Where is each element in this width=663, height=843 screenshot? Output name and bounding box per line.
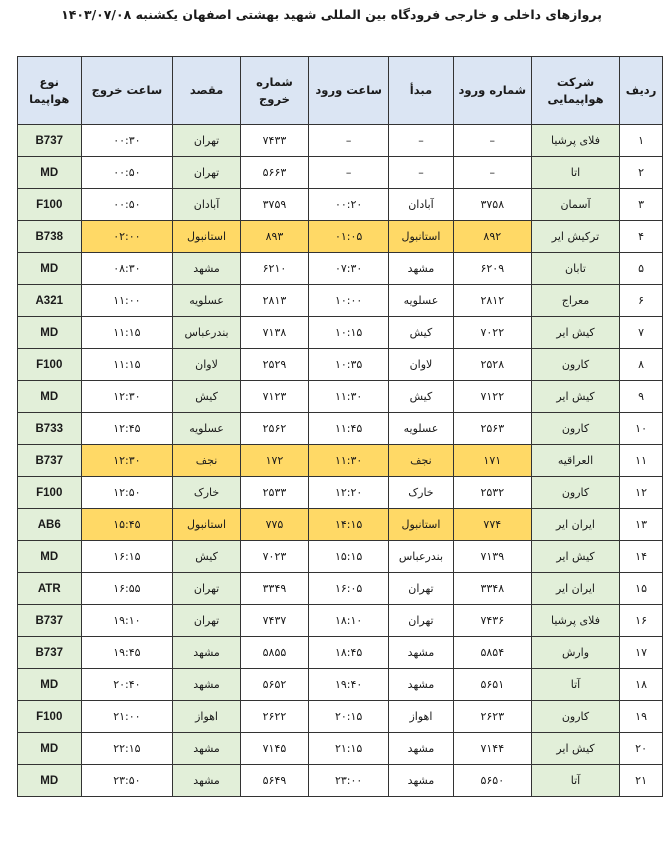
cell-arrival-time: – (309, 157, 389, 189)
cell-row-no: ۱۹ (620, 701, 663, 733)
cell-departure-time: ۱۶:۵۵ (81, 573, 173, 605)
cell-row-no: ۱۱ (620, 445, 663, 477)
table-row (18, 445, 663, 477)
cell-origin: عسلویه (389, 285, 454, 317)
cell-row-no: ۴ (620, 221, 663, 253)
header-origin: مبدأ (389, 57, 454, 125)
cell-arrival-time: ۱۴:۱۵ (309, 509, 389, 541)
cell-origin: – (389, 125, 454, 157)
cell-arrival-flight: ۸۹۲ (453, 221, 531, 253)
cell-row-no: ۲۰ (620, 733, 663, 765)
cell-airline: کیش ایر (531, 381, 619, 413)
table-header-row (18, 57, 663, 125)
cell-departure-time: ۲۳:۵۰ (81, 765, 173, 797)
cell-aircraft: MD (18, 253, 82, 285)
cell-departure-flight: ۷۰۲۳ (240, 541, 308, 573)
cell-destination: عسلویه (173, 285, 241, 317)
cell-row-no: ۳ (620, 189, 663, 221)
cell-departure-flight: ۷۴۳۳ (240, 125, 308, 157)
cell-destination: مشهد (173, 669, 241, 701)
cell-destination: مشهد (173, 253, 241, 285)
cell-departure-flight: ۷۷۵ (240, 509, 308, 541)
cell-row-no: ۱۲ (620, 477, 663, 509)
cell-destination: کیش (173, 381, 241, 413)
cell-departure-flight: ۲۵۳۳ (240, 477, 308, 509)
cell-origin: – (389, 157, 454, 189)
table-row (18, 253, 663, 285)
cell-arrival-flight: ۷۱۴۴ (453, 733, 531, 765)
cell-destination: آبادان (173, 189, 241, 221)
cell-departure-time: ۱۵:۴۵ (81, 509, 173, 541)
cell-departure-flight: ۵۶۶۳ (240, 157, 308, 189)
cell-departure-time: ۰۸:۳۰ (81, 253, 173, 285)
cell-destination: تهران (173, 573, 241, 605)
cell-airline: اتا (531, 157, 619, 189)
cell-departure-flight: ۲۶۲۲ (240, 701, 308, 733)
cell-airline: کارون (531, 701, 619, 733)
cell-origin: مشهد (389, 669, 454, 701)
cell-airline: ایران ایر (531, 573, 619, 605)
cell-aircraft: MD (18, 765, 82, 797)
cell-destination: لاوان (173, 349, 241, 381)
cell-origin: استانبول (389, 221, 454, 253)
cell-departure-time: ۲۲:۱۵ (81, 733, 173, 765)
cell-arrival-time: ۱۰:۳۵ (309, 349, 389, 381)
cell-row-no: ۱۳ (620, 509, 663, 541)
cell-arrival-time: ۱۰:۰۰ (309, 285, 389, 317)
cell-departure-time: ۱۱:۱۵ (81, 317, 173, 349)
cell-row-no: ۵ (620, 253, 663, 285)
cell-aircraft: F100 (18, 477, 82, 509)
cell-origin: کیش (389, 317, 454, 349)
cell-arrival-time: ۲۳:۰۰ (309, 765, 389, 797)
cell-destination: مشهد (173, 733, 241, 765)
cell-airline: کیش ایر (531, 317, 619, 349)
cell-departure-flight: ۲۸۱۳ (240, 285, 308, 317)
cell-arrival-flight: ۷۷۴ (453, 509, 531, 541)
cell-airline: کارون (531, 413, 619, 445)
cell-destination: اهواز (173, 701, 241, 733)
cell-arrival-time: ۲۰:۱۵ (309, 701, 389, 733)
cell-destination: خارک (173, 477, 241, 509)
page-title: پروازهای داخلی و خارجی فرودگاه بین المللی شهید بهشتی اصفهان یکشنبه ۱۴۰۳/۰۷/۰۸ (61, 7, 602, 22)
cell-origin: آبادان (389, 189, 454, 221)
cell-arrival-flight: ۷۱۳۹ (453, 541, 531, 573)
cell-arrival-flight: – (453, 125, 531, 157)
cell-departure-flight: ۵۶۴۹ (240, 765, 308, 797)
cell-destination: مشهد (173, 637, 241, 669)
cell-aircraft: B733 (18, 413, 82, 445)
cell-destination: تهران (173, 125, 241, 157)
cell-row-no: ۶ (620, 285, 663, 317)
cell-origin: مشهد (389, 765, 454, 797)
cell-arrival-time: ۱۵:۱۵ (309, 541, 389, 573)
cell-aircraft: B737 (18, 445, 82, 477)
cell-destination: بندرعباس (173, 317, 241, 349)
table-row (18, 669, 663, 701)
cell-aircraft: B737 (18, 125, 82, 157)
cell-destination: تهران (173, 605, 241, 637)
cell-aircraft: B738 (18, 221, 82, 253)
cell-departure-flight: ۷۱۳۸ (240, 317, 308, 349)
header-airline: شرکت هواپیمایی (531, 57, 619, 125)
cell-departure-time: ۰۲:۰۰ (81, 221, 173, 253)
cell-arrival-flight: ۶۲۰۹ (453, 253, 531, 285)
cell-departure-flight: ۳۷۵۹ (240, 189, 308, 221)
cell-arrival-flight: ۳۳۴۸ (453, 573, 531, 605)
cell-aircraft: AB6 (18, 509, 82, 541)
table-row (18, 285, 663, 317)
cell-origin: لاوان (389, 349, 454, 381)
cell-origin: خارک (389, 477, 454, 509)
cell-aircraft: F100 (18, 189, 82, 221)
table-row (18, 605, 663, 637)
cell-arrival-flight: ۲۵۲۸ (453, 349, 531, 381)
table-row (18, 765, 663, 797)
table-row (18, 701, 663, 733)
header-arrival-flight: شماره ورود (453, 57, 531, 125)
cell-airline: تابان (531, 253, 619, 285)
cell-departure-flight: ۸۹۳ (240, 221, 308, 253)
cell-arrival-flight: ۲۸۱۲ (453, 285, 531, 317)
cell-arrival-time: ۲۱:۱۵ (309, 733, 389, 765)
cell-aircraft: MD (18, 157, 82, 189)
cell-arrival-time: ۱۰:۱۵ (309, 317, 389, 349)
header-row-no: ردیف (620, 57, 663, 125)
cell-row-no: ۱۰ (620, 413, 663, 445)
cell-airline: کارون (531, 477, 619, 509)
cell-aircraft: ATR (18, 573, 82, 605)
cell-airline: فلای پرشیا (531, 125, 619, 157)
cell-departure-time: ۱۲:۴۵ (81, 413, 173, 445)
cell-origin: کیش (389, 381, 454, 413)
cell-arrival-time: ۱۱:۴۵ (309, 413, 389, 445)
cell-departure-flight: ۵۶۵۲ (240, 669, 308, 701)
cell-row-no: ۱۷ (620, 637, 663, 669)
table-row (18, 157, 663, 189)
cell-origin: مشهد (389, 637, 454, 669)
cell-airline: کیش ایر (531, 733, 619, 765)
table-row (18, 573, 663, 605)
cell-airline: العراقیه (531, 445, 619, 477)
table-row (18, 541, 663, 573)
cell-destination: استانبول (173, 221, 241, 253)
cell-departure-time: ۱۹:۱۰ (81, 605, 173, 637)
cell-row-no: ۱۶ (620, 605, 663, 637)
cell-airline: کارون (531, 349, 619, 381)
table-row (18, 317, 663, 349)
cell-aircraft: MD (18, 669, 82, 701)
cell-aircraft: F100 (18, 349, 82, 381)
cell-arrival-time: ۱۸:۱۰ (309, 605, 389, 637)
cell-departure-time: ۱۲:۳۰ (81, 381, 173, 413)
cell-arrival-time: ۱۱:۳۰ (309, 445, 389, 477)
cell-airline: ترکیش ایر (531, 221, 619, 253)
cell-destination: عسلویه (173, 413, 241, 445)
table-row (18, 637, 663, 669)
table-row (18, 381, 663, 413)
cell-departure-time: ۱۲:۵۰ (81, 477, 173, 509)
table-row (18, 509, 663, 541)
cell-departure-time: ۲۰:۴۰ (81, 669, 173, 701)
cell-arrival-flight: ۵۶۵۰ (453, 765, 531, 797)
cell-row-no: ۱ (620, 125, 663, 157)
cell-airline: آسمان (531, 189, 619, 221)
table-row (18, 349, 663, 381)
cell-departure-flight: ۵۸۵۵ (240, 637, 308, 669)
cell-arrival-time: ۱۹:۴۰ (309, 669, 389, 701)
cell-destination: مشهد (173, 765, 241, 797)
cell-arrival-flight: ۲۵۳۲ (453, 477, 531, 509)
cell-row-no: ۷ (620, 317, 663, 349)
cell-arrival-time: – (309, 125, 389, 157)
cell-airline: فلای پرشیا (531, 605, 619, 637)
cell-arrival-flight: ۵۶۵۱ (453, 669, 531, 701)
table-row (18, 221, 663, 253)
cell-departure-time: ۰۰:۵۰ (81, 157, 173, 189)
cell-origin: تهران (389, 605, 454, 637)
cell-arrival-flight: – (453, 157, 531, 189)
cell-arrival-time: ۰۰:۲۰ (309, 189, 389, 221)
cell-destination: کیش (173, 541, 241, 573)
cell-aircraft: MD (18, 317, 82, 349)
cell-departure-time: ۰۰:۵۰ (81, 189, 173, 221)
cell-destination: تهران (173, 157, 241, 189)
cell-aircraft: B737 (18, 637, 82, 669)
cell-departure-time: ۱۲:۳۰ (81, 445, 173, 477)
cell-airline: آتا (531, 765, 619, 797)
cell-arrival-time: ۱۸:۴۵ (309, 637, 389, 669)
header-departure-time: ساعت خروج (81, 57, 173, 125)
cell-departure-flight: ۲۵۲۹ (240, 349, 308, 381)
cell-origin: بندرعباس (389, 541, 454, 573)
cell-arrival-time: ۱۲:۲۰ (309, 477, 389, 509)
header-departure-flight: شماره خروج (240, 57, 308, 125)
cell-departure-time: ۱۶:۱۵ (81, 541, 173, 573)
cell-row-no: ۱۵ (620, 573, 663, 605)
cell-airline: وارش (531, 637, 619, 669)
header-arrival-time: ساعت ورود (309, 57, 389, 125)
cell-departure-flight: ۱۷۲ (240, 445, 308, 477)
cell-arrival-flight: ۱۷۱ (453, 445, 531, 477)
cell-aircraft: B737 (18, 605, 82, 637)
cell-departure-time: ۱۹:۴۵ (81, 637, 173, 669)
cell-departure-time: ۱۱:۰۰ (81, 285, 173, 317)
cell-airline: ایران ایر (531, 509, 619, 541)
cell-arrival-time: ۰۷:۳۰ (309, 253, 389, 285)
cell-arrival-time: ۱۱:۳۰ (309, 381, 389, 413)
cell-arrival-time: ۰۱:۰۵ (309, 221, 389, 253)
cell-row-no: ۲۱ (620, 765, 663, 797)
table-row (18, 733, 663, 765)
cell-aircraft: MD (18, 733, 82, 765)
cell-aircraft: A321 (18, 285, 82, 317)
cell-departure-flight: ۲۵۶۲ (240, 413, 308, 445)
cell-origin: اهواز (389, 701, 454, 733)
cell-airline: کیش ایر (531, 541, 619, 573)
header-destination: مقصد (173, 57, 241, 125)
cell-arrival-flight: ۷۱۲۲ (453, 381, 531, 413)
cell-origin: مشهد (389, 253, 454, 285)
cell-arrival-flight: ۳۷۵۸ (453, 189, 531, 221)
cell-arrival-flight: ۷۰۲۲ (453, 317, 531, 349)
cell-origin: تهران (389, 573, 454, 605)
cell-origin: مشهد (389, 733, 454, 765)
table-row (18, 413, 663, 445)
cell-departure-flight: ۷۱۴۵ (240, 733, 308, 765)
cell-row-no: ۱۴ (620, 541, 663, 573)
cell-departure-flight: ۷۱۲۳ (240, 381, 308, 413)
cell-arrival-flight: ۷۴۳۶ (453, 605, 531, 637)
cell-destination: استانبول (173, 509, 241, 541)
cell-row-no: ۸ (620, 349, 663, 381)
header-aircraft: نوع هواپیما (18, 57, 82, 125)
cell-row-no: ۹ (620, 381, 663, 413)
cell-arrival-flight: ۵۸۵۴ (453, 637, 531, 669)
cell-departure-time: ۰۰:۳۰ (81, 125, 173, 157)
table-row (18, 477, 663, 509)
table-row (18, 125, 663, 157)
cell-row-no: ۲ (620, 157, 663, 189)
cell-aircraft: F100 (18, 701, 82, 733)
cell-aircraft: MD (18, 541, 82, 573)
cell-origin: عسلویه (389, 413, 454, 445)
cell-departure-time: ۲۱:۰۰ (81, 701, 173, 733)
flight-schedule-table (17, 56, 663, 797)
cell-arrival-flight: ۲۶۲۳ (453, 701, 531, 733)
cell-destination: نجف (173, 445, 241, 477)
table-row (18, 189, 663, 221)
cell-arrival-flight: ۲۵۶۳ (453, 413, 531, 445)
cell-airline: معراج (531, 285, 619, 317)
cell-departure-flight: ۷۴۳۷ (240, 605, 308, 637)
cell-departure-flight: ۳۳۴۹ (240, 573, 308, 605)
cell-arrival-time: ۱۶:۰۵ (309, 573, 389, 605)
cell-aircraft: MD (18, 381, 82, 413)
cell-origin: نجف (389, 445, 454, 477)
cell-departure-time: ۱۱:۱۵ (81, 349, 173, 381)
cell-origin: استانبول (389, 509, 454, 541)
cell-airline: آتا (531, 669, 619, 701)
cell-row-no: ۱۸ (620, 669, 663, 701)
cell-departure-flight: ۶۲۱۰ (240, 253, 308, 285)
